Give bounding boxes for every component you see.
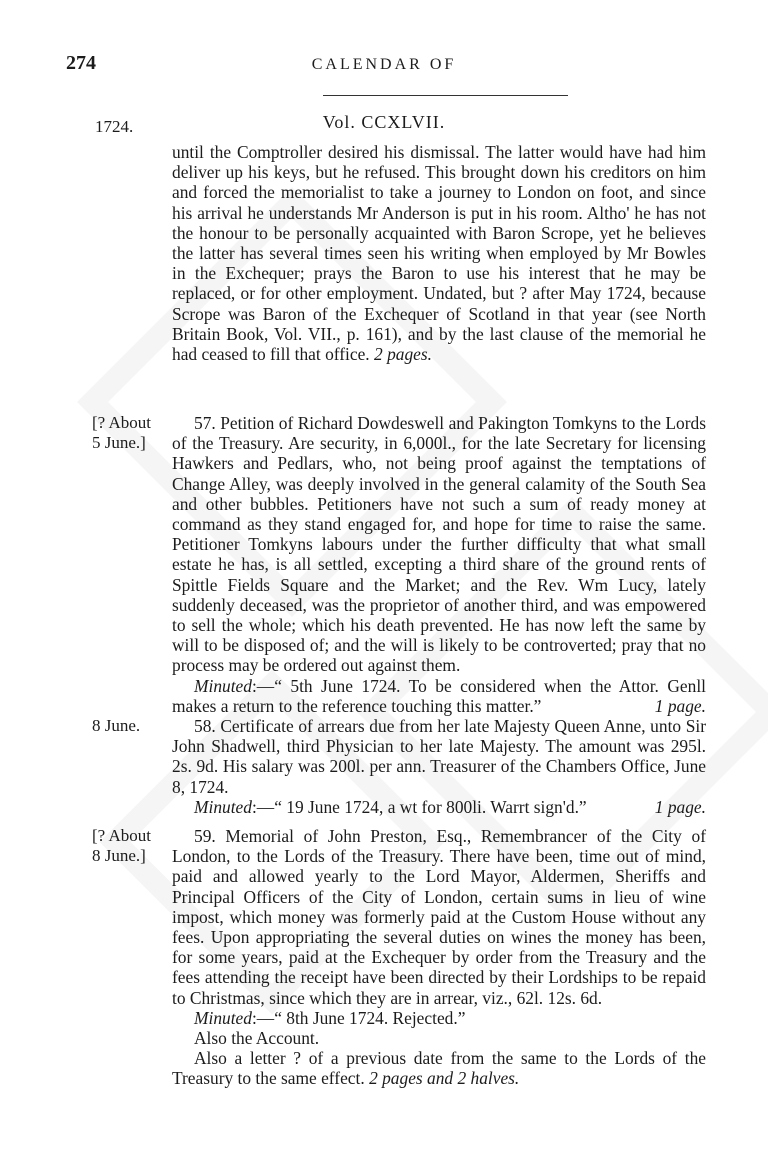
also-letter xyxy=(172,1048,706,1088)
entry-58 xyxy=(172,716,706,817)
volume-label: Vol. CCXLVII. xyxy=(322,112,446,132)
entry-text: 57. Petition of Richard Dowdeswell and Pakington Tomkyns to the Lords of the Treasury. Are security, in 6,000l., for the late Secretary for licensing Hawkers and Pedlars, who, not being proof against the temptations of Change Alley, was deeply involved in the general calamity of the South Sea and other bubbles. Petitioners have not such a sum of ready money at command as they stand engaged for, and hope for time to raise the same. Petitioner Tomkyns labours under the further difficulty that what small estate he has, is all settled, excepting a third share of the ground rents of Spittle Fields Square and the Market; and the Rev. Wm Lucy, lately suddenly deceased, was the proprietor of another third, and was empowered to sell the whole; which his death prevented. He has now left the same by will to be disposed of; and the will is likely to be controverted; pray that no process may be ordered out against them. xyxy=(172,413,706,676)
minuted-note xyxy=(172,797,706,817)
entry-57 xyxy=(172,413,706,716)
entry-text: 59. Memorial of John Preston, Esq., Remembrancer of the City of London, to the Lords of the Treasury. There have been, time out of mind, paid and allowed yearly to the Lord Mayor, Aldermen, Sheriffs and Principal Officers of the City of London, certain sums in lieu of wine impost, which money was formerly paid at the Custom House without any fees. Upon appropriating the several duties on wines the money has been, for some years, paid at the Exchequer by order from the Treasury and the fees attending the receipt have been directed by their Lordships to be repaid to Christmas, since which they are in arrear, viz., 62l. 12s. 6d. xyxy=(172,826,706,1008)
running-title: CALENDAR OF xyxy=(311,56,457,73)
margin-date: [? About 5 June.] xyxy=(92,413,152,453)
minuted-note xyxy=(172,1008,706,1028)
page-count: 2 pages. xyxy=(374,344,432,365)
year-label: 1724. xyxy=(95,117,134,136)
page-number: 274 xyxy=(66,52,96,74)
header-rule xyxy=(323,95,568,96)
entry-continuation xyxy=(172,142,706,364)
minuted-label: Minuted xyxy=(194,1007,252,1028)
minuted-note xyxy=(172,676,706,716)
entry-text: 58. Certificate of arrears due from her late Majesty Queen Anne, unto Sir John Shadwell, third Physician to her late Majesty. The amount was 295l. 2s. 9d. His salary was 200l. per ann. Treasurer of the Chambers Office, June 8, 1724. xyxy=(172,716,706,797)
also-account: Also the Account. xyxy=(194,1028,320,1049)
minuted-label: Minuted xyxy=(194,796,252,817)
entry-59 xyxy=(172,826,706,1089)
minuted-text: :—“ 8th June 1724. Rejected.” xyxy=(251,1007,466,1028)
margin-date: [? About 8 June.] xyxy=(92,826,152,866)
entry-continuation-text: until the Comptroller desired his dismissal. The latter would have had him deliver up his keys, but he refused. This brought down his creditors on him and forced the memorialist to take a journey to London on foot, and since his arrival he understands Mr Anderson is put in his room. Altho' he has not the honour to be personally acquainted with Baron Scrope, yet he believes the latter has several times seen his writing when employed by Mr Bowles in the Exchequer; prays the Baron to use his interest that he may be replaced, or for other employment. Undated, but ? after May 1724, because Scrope was Baron of the Exchequer of Scotland in that year (see North Britain Book, Vol. VII., p. 161), and by the last clause of the memorial he had ceased to fill that office. xyxy=(172,142,706,365)
page-count: 2 pages and 2 halves. xyxy=(369,1068,520,1089)
page-count: 1 page. xyxy=(654,695,706,716)
minuted-text: :—“ 5th June 1724. To be considered when the Attor. Genll makes a return to the reference touching this matter.” xyxy=(172,675,706,716)
page-count: 1 page. xyxy=(654,796,706,817)
minuted-text: :—“ 19 June 1724, a wt for 800li. Warrt sign'd.” xyxy=(251,796,587,817)
minuted-label: Minuted xyxy=(194,675,252,696)
margin-date: 8 June. xyxy=(92,716,141,735)
also-letter-text: Also a letter ? of a previous date from the same to the Lords of the Treasury to the same effect. xyxy=(172,1048,706,1089)
